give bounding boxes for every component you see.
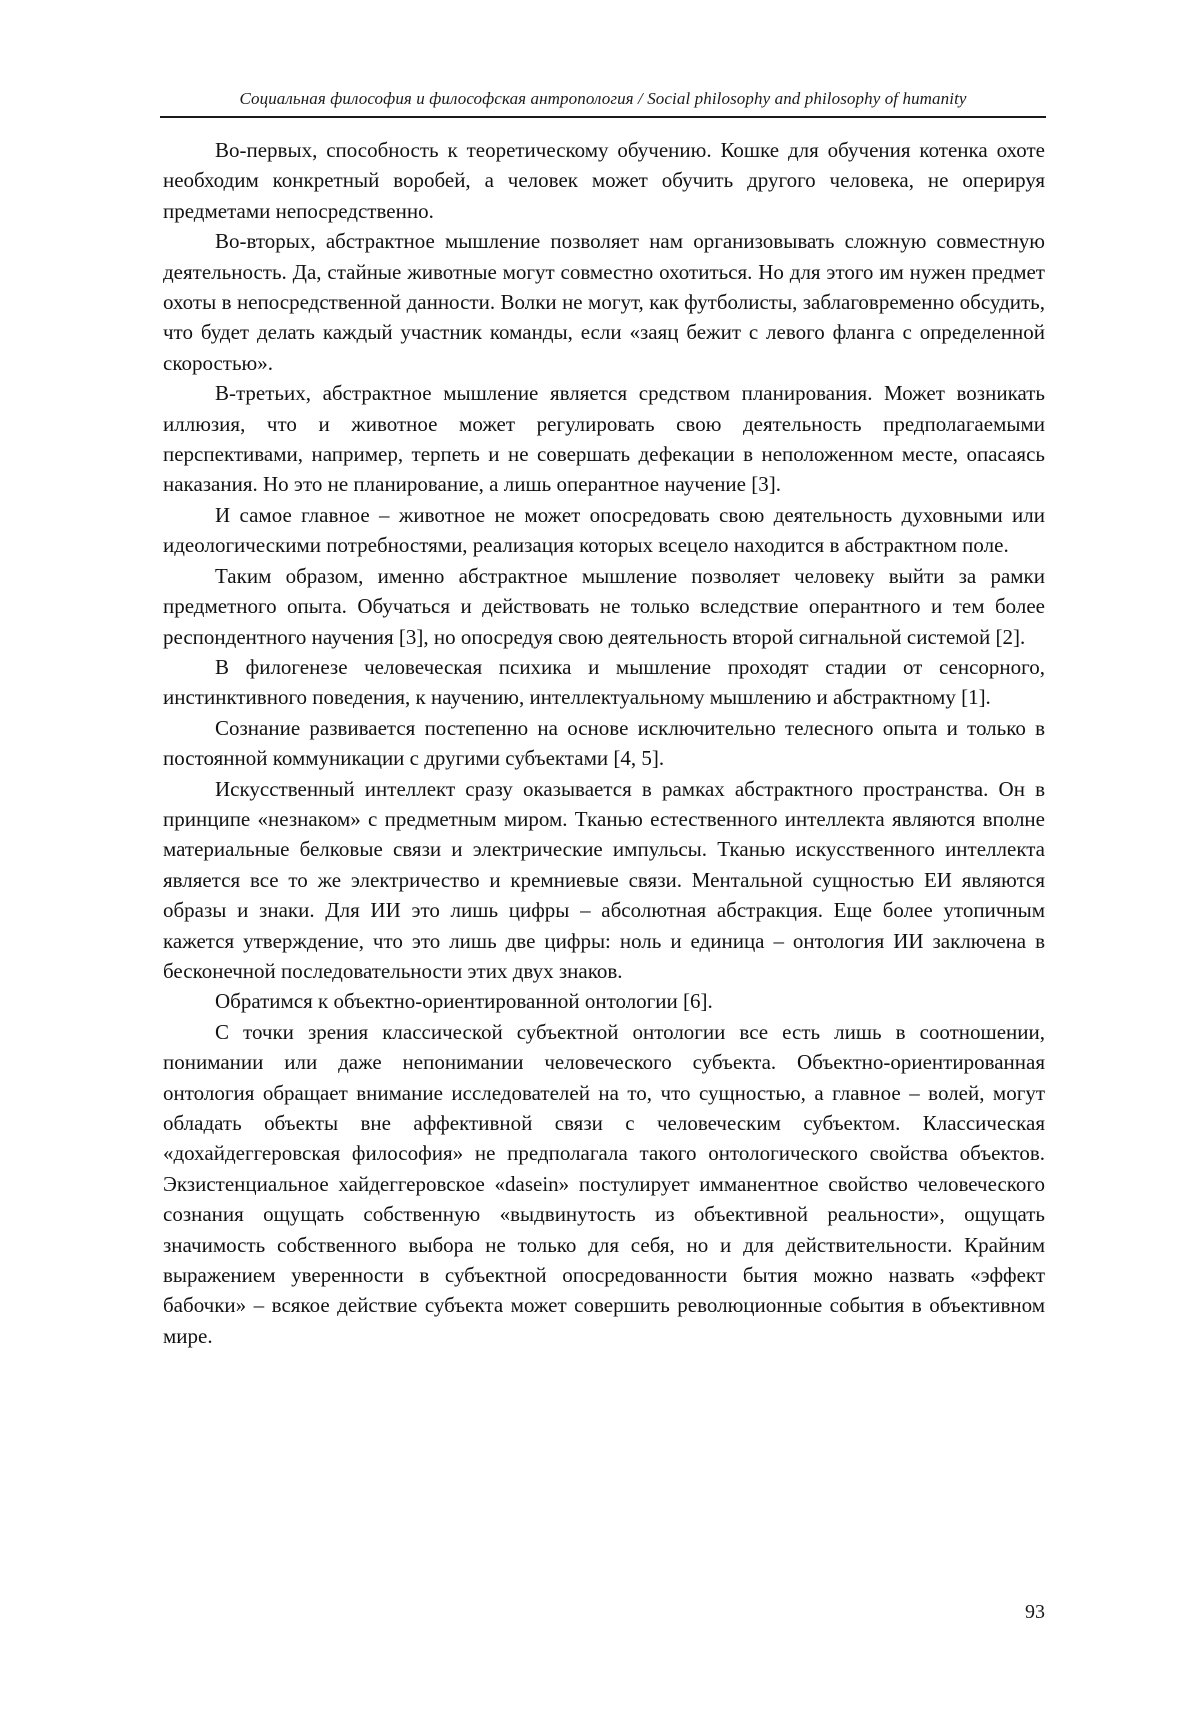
paragraph: С точки зрения классической субъектной онтологии все есть лишь в соотношении, понимании или даже непонимании человеческого субъекта. Объектно-ориентированная онтология обращает внимание исследователей на то, что сущностью, а главное – волей, могут обладать объекты вне аффективной связи с человеческим субъектом. Классическая «дохайдеггеровская философия» не предполагала такого онтологического свойства объектов. Экзистенциальное хайдеггеровское «dasein» постулирует имманентное свойство человеческого сознания ощущать собственную «выдвинутость из объективной реальности», ощущать значимость собственного выбора не только для себя, но и для действительности. Крайним выражением уверенности в субъектной опосредованности бытия можно назвать «эффект бабочки» – всякое действие субъекта может совершить революционные события в объективном мире. xyxy=(163,1019,1045,1348)
paragraph: Сознание развивается постепенно на основе исключительно телесного опыта и только в постоянной коммуникации с другими субъектами [4, 5]. xyxy=(163,715,1045,771)
paragraph: Таким образом, именно абстрактное мышление позволяет человеку выйти за рамки предметного опыта. Обучаться и действовать не только вследствие оперантного и тем более респондентного научения [3], но опосредуя свою деятельность второй сигнальной системой [2]. xyxy=(163,563,1045,649)
running-header: Социальная философия и философская антропология / Social philosophy and philosophy of humanity xyxy=(160,88,1046,118)
paragraph: Во-первых, способность к теоретическому обучению. Кошке для обучения котенка охоте необходим конкретный воробей, а человек может обучить другого человека, не оперируя предметами непосредственно. xyxy=(163,138,1045,223)
paragraph: Обратимся к объектно-ориентированной онтологии [6]. xyxy=(215,989,713,1014)
page-number: 93 xyxy=(1025,1601,1045,1623)
body-text xyxy=(163,135,1045,1351)
paragraph: В-третьих, абстрактное мышление является средством планирования. Может возникать иллюзия, что и животное может регулировать свою деятельность предполагаемыми перспективами, например, терпеть и не совершать дефекации в неположенном месте, опасаясь наказания. Но это не планирование, а лишь оперантное научение [3]. xyxy=(163,381,1045,497)
paragraph: Во-вторых, абстрактное мышление позволяет нам организовывать сложную совместную деятельность. Да, стайные животные могут совместно охотиться. Но для этого им нужен предмет охоты в непосредственной данности. Волки не могут, как футболисты, заблаговременно обсудить, что будет делать каждый участник команды, если «заяц бежит с левого фланга с определенной скоростью». xyxy=(163,229,1045,375)
paragraph: В филогенезе человеческая психика и мышление проходят стадии от сенсорного, инстинктивного поведения, к научению, интеллектуальному мышлению и абстрактному [1]. xyxy=(163,654,1045,710)
paragraph: Искусственный интеллект сразу оказывается в рамках абстрактного пространства. Он в принципе «незнаком» с предметным миром. Тканью естественного интеллекта являются вполне материальные белковые связи и электрические импульсы. Тканью искусственного интеллекта является все то же электричество и кремниевые связи. Ментальной сущностью ЕИ являются образы и знаки. Для ИИ это лишь цифры – абсолютная абстракция. Еще более утопичным кажется утверждение, что это лишь две цифры: ноль и единица – онтология ИИ заключена в бесконечной последовательности этих двух знаков. xyxy=(163,776,1045,983)
paragraph: И самое главное – животное не может опосредовать свою деятельность духовными или идеологическими потребностями, реализация которых всецело находится в абстрактном поле. xyxy=(163,502,1045,558)
